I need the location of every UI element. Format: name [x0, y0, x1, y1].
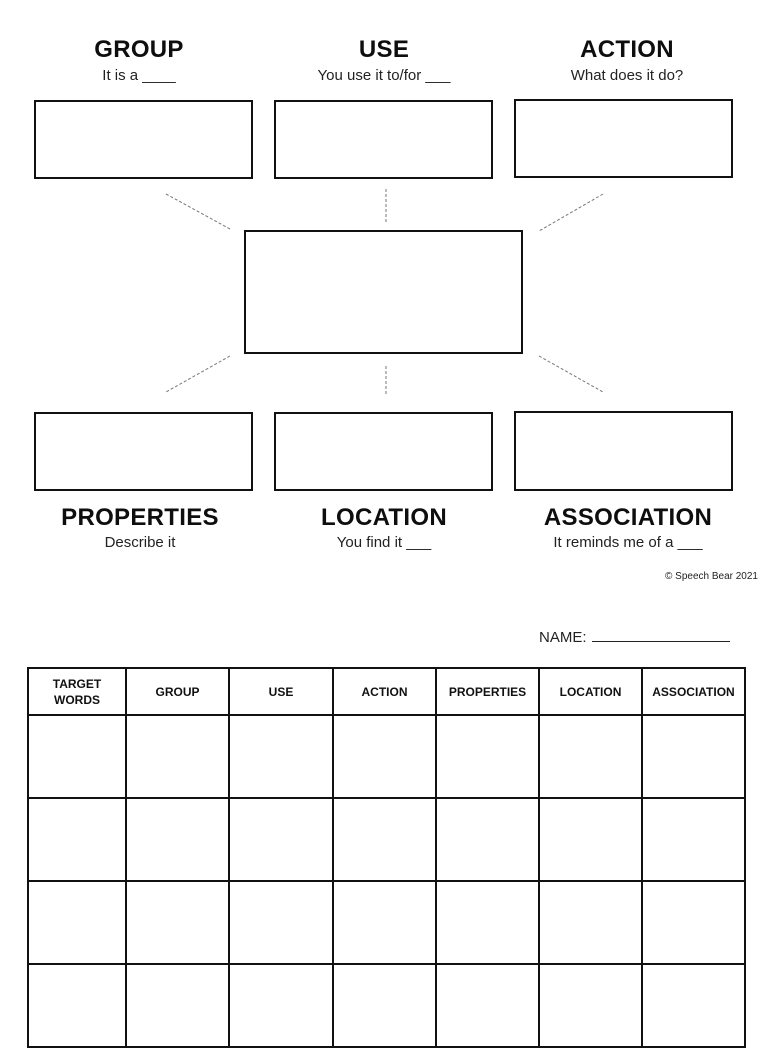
column-header-location: LOCATION	[539, 668, 642, 715]
table-cell[interactable]	[126, 798, 229, 881]
table-cell[interactable]	[28, 798, 126, 881]
connector-bottom-left	[166, 356, 230, 392]
center-target-box[interactable]	[244, 230, 523, 354]
column-header-group: GROUP	[126, 668, 229, 715]
name-underline[interactable]	[592, 628, 730, 642]
table-cell[interactable]	[229, 964, 333, 1047]
table-cell[interactable]	[333, 798, 436, 881]
copyright-notice: © Speech Bear 2021	[665, 571, 758, 582]
table-cell[interactable]	[28, 715, 126, 798]
table-cell[interactable]	[436, 881, 539, 964]
column-header-use: USE	[229, 668, 333, 715]
table-cell[interactable]	[539, 881, 642, 964]
properties-prompt: Describe it	[104, 534, 176, 551]
table-row	[28, 964, 745, 1047]
name-field[interactable]	[539, 628, 730, 646]
table-cell[interactable]	[126, 964, 229, 1047]
table-cell[interactable]	[642, 881, 745, 964]
table-cell[interactable]	[229, 715, 333, 798]
table-cell[interactable]	[436, 964, 539, 1047]
group-prompt: It is a ____	[102, 67, 176, 84]
properties-box[interactable]	[34, 412, 253, 491]
table-cell[interactable]	[642, 715, 745, 798]
action-prompt: What does it do?	[570, 67, 684, 84]
association-prompt: It reminds me of a ___	[553, 534, 703, 551]
action-heading: ACTION	[580, 36, 674, 63]
location-box[interactable]	[274, 412, 493, 491]
column-header-properties: PROPERTIES	[436, 668, 539, 715]
location-heading: LOCATION	[321, 504, 447, 531]
use-heading: USE	[358, 36, 410, 63]
table-cell[interactable]	[642, 964, 745, 1047]
table-cell[interactable]	[126, 715, 229, 798]
table-cell[interactable]	[539, 964, 642, 1047]
table-cell[interactable]	[126, 881, 229, 964]
table-cell[interactable]	[28, 881, 126, 964]
use-prompt: You use it to/for ___	[317, 67, 451, 84]
group-heading: GROUP	[94, 36, 184, 63]
table-cell[interactable]	[436, 715, 539, 798]
association-heading: ASSOCIATION	[543, 504, 713, 531]
table-cell[interactable]	[539, 715, 642, 798]
table-header-row	[28, 668, 745, 715]
properties-heading: PROPERTIES	[61, 504, 219, 531]
table-row	[28, 715, 745, 798]
table-body	[28, 715, 745, 1047]
table-row	[28, 881, 745, 964]
table-cell[interactable]	[436, 798, 539, 881]
table-cell[interactable]	[229, 798, 333, 881]
target-words-table	[27, 667, 746, 1048]
connector-bottom-right	[539, 356, 603, 392]
connector-lines	[0, 0, 768, 420]
name-label: NAME:	[539, 629, 587, 646]
table-cell[interactable]	[28, 964, 126, 1047]
location-prompt: You find it ___	[336, 534, 432, 551]
table-row	[28, 798, 745, 881]
table-cell[interactable]	[333, 881, 436, 964]
connector-top-left	[166, 194, 230, 229]
table-cell[interactable]	[642, 798, 745, 881]
table-cell[interactable]	[229, 881, 333, 964]
association-box[interactable]	[514, 411, 733, 491]
column-header-action: ACTION	[333, 668, 436, 715]
table-cell[interactable]	[539, 798, 642, 881]
table-cell[interactable]	[333, 964, 436, 1047]
column-header-target-words: TARGET WORDS	[28, 668, 126, 715]
connector-top-right	[539, 194, 603, 231]
table-cell[interactable]	[333, 715, 436, 798]
column-header-association: ASSOCIATION	[642, 668, 745, 715]
